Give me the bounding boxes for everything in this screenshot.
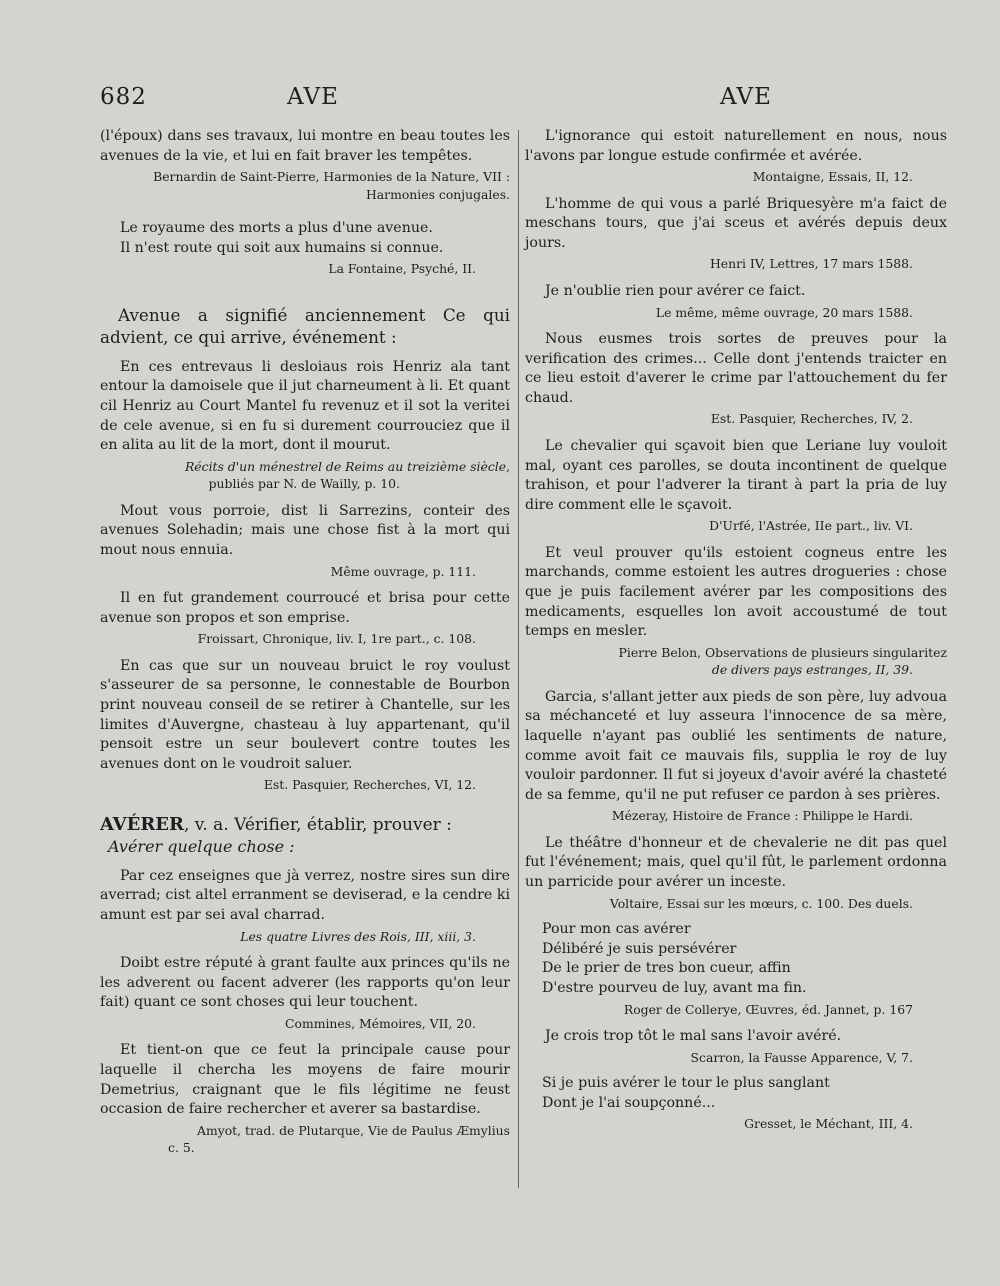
- attribution: Montaigne, Essais, II, 12.: [752, 169, 913, 185]
- attribution: Est. Pasquier, Recherches, VI, 12.: [263, 777, 476, 793]
- verse-line: Le royaume des morts a plus d'une avenue.: [120, 220, 433, 237]
- quotation: Mout vous porroie, dist li Sarrezins, conteir des avenues Solehadin; mais une chose fist à la mort qui mout nous ennuia.: [100, 502, 510, 559]
- attribution: Amyot, trad. de Plutarque, Vie de Paulus Æmylius: [197, 1122, 510, 1138]
- verse-line: Dont je l'ai soupçonné...: [542, 1094, 716, 1111]
- quotation: L'ignorance qui estoit naturellement en nous, nous l'avons par longue estude confirmée et avérée.: [525, 128, 947, 164]
- page-number: 682: [100, 84, 147, 110]
- quotation: Et veul prouver qu'ils estoient cogneus entre les marchands, comme estoient les autres drogueries : chose que je puis facilement avérer par les compositions des medicaments, esquelles lon avoit accoustumé de tout temps en mesler.: [525, 544, 947, 640]
- verse-quotation: [525, 1074, 947, 1113]
- attribution: publiés par N. de Wailly, p. 10.: [208, 476, 400, 492]
- attribution: Pierre Belon, Observations de plusieurs singularitez: [618, 644, 947, 660]
- left-running-head: AVE: [287, 84, 339, 110]
- quotation: Par cez enseignes que jà verrez, nostre sires sun dire averrad; cist altel erranment se deviserad, e la cendre ki amunt est par sei aval charrad.: [100, 867, 510, 924]
- right-running-head: AVE: [720, 84, 772, 110]
- quotation: Je crois trop tôt le mal sans l'avoir avéré.: [545, 1028, 842, 1044]
- entry-heading: [100, 814, 510, 836]
- attribution: Récits d'un ménestrel de Reims au treizième siècle,: [184, 458, 510, 474]
- verse-quotation: [100, 219, 510, 258]
- attribution: Gresset, le Méchant, III, 4.: [744, 1116, 913, 1132]
- quotation: En cas que sur un nouveau bruict le roy voulust s'asseurer de sa personne, le connestable de Bourbon print nouveau conseil de se retirer à Chantelle, sur les limites d'Auvergne, chasteau à luy appartenant, qu'il pensoit estre un seur boulevert contre toutes les avenues dont on le voudroit saluer.: [100, 657, 510, 772]
- verse-quotation: [525, 920, 947, 998]
- attribution: Voltaire, Essai sur les mœurs, c. 100. Des duels.: [609, 895, 913, 911]
- attribution: Froissart, Chronique, liv. I, 1re part., c. 108.: [197, 631, 476, 647]
- attribution: Bernardin de Saint-Pierre, Harmonies de la Nature, VII : Harmonies conjugales.: [153, 169, 510, 202]
- quotation: Le théâtre d'honneur et de chevalerie ne dit pas quel fut l'événement; mais, quel qu'il fût, le parlement ordonna un parricide pour avérer un inceste.: [525, 834, 947, 891]
- verse-line: Délibéré je suis persévérer: [542, 940, 737, 957]
- quotation: (l'époux) dans ses travaux, lui montre en beau toutes les avenues de la vie, et lui en fait braver les tempêtes.: [100, 128, 510, 164]
- quotation: Le chevalier qui sçavoit bien que Leriane luy vouloit mal, oyant ces parolles, se douta incontinent de quelque trahison, et pour l'adverer la tirant à part la pria de luy dire comment elle le sçavoit.: [525, 437, 947, 513]
- quotation: Je n'oublie rien pour avérer ce faict.: [545, 282, 806, 299]
- attribution: c. 5.: [168, 1140, 195, 1156]
- quotation: Nous eusmes trois sortes de preuves pour la verification des crimes... Celle dont j'entends traicter en ce lieu estoit d'averer le crime par l'attouchement du fer chaud.: [525, 331, 947, 406]
- quotation: Garcia, s'allant jetter aux pieds de son père, luy advoua sa méchanceté et luy asseura l'innocence de sa mère, laquelle n'ayant pas oublié les sentiments de nature, comme avoit fait ce mauvais fils, supplia le roy de luy vouloir pardonner. Il fut si joyeux d'avoir avéré la chasteté de sa femme, qu'il ne put refuser ce pardon à ses prières.: [525, 688, 947, 803]
- entry-phrase: Avérer quelque chose :: [108, 836, 295, 856]
- right-column: [525, 127, 947, 1133]
- verse-line: Il n'est route qui soit aux humains si connue.: [120, 239, 444, 256]
- verse-line: Pour mon cas avérer: [542, 921, 691, 938]
- attribution: de divers pays estranges, II, 39.: [711, 662, 913, 678]
- attribution: Henri IV, Lettres, 17 mars 1588.: [709, 256, 913, 272]
- headword: AVÉRER: [100, 813, 184, 835]
- quotation: L'homme de qui vous a parlé Briquesyère m'a faict de meschans tours, que j'ai sceus et avérés depuis deux jours.: [525, 195, 947, 251]
- attribution: D'Urfé, l'Astrée, IIe part., liv. VI.: [709, 518, 913, 534]
- attribution: La Fontaine, Psyché, II.: [328, 261, 476, 277]
- attribution: Scarron, la Fausse Apparence, V, 7.: [690, 1049, 913, 1065]
- attribution: Mézeray, Histoire de France : Philippe le Hardi.: [611, 808, 913, 824]
- quotation: Doibt estre réputé à grant faulte aux princes qu'ils ne les adverent ou facent adverer (les rapports qu'on leur fait) quant ce sont choses qui leur touchent.: [100, 955, 510, 1011]
- quotation: Et tient-on que ce feut la principale cause pour laquelle il chercha les moyens de faire mourir Demetrius, craignant que le fils légitime ne feust occasion de faire rechercher et averer sa bastardise.: [100, 1042, 510, 1118]
- left-column: [100, 127, 510, 1157]
- definition-paragraph: Avenue a signifié anciennement Ce qui advient, ce qui arrive, événement :: [100, 304, 510, 347]
- attribution: Est. Pasquier, Recherches, IV, 2.: [710, 411, 913, 427]
- verse-line: D'estre pourveu de luy, avant ma fin.: [542, 979, 807, 996]
- attribution: Roger de Collerye, Œuvres, éd. Jannet, p. 167: [623, 1001, 913, 1017]
- quotation: Il en fut grandement courroucé et brisa pour cette avenue son propos et son emprise.: [100, 590, 510, 626]
- quotation: En ces entrevaus li desloiaus rois Henriz ala tant entour la damoisele que il jut charneument à li. Et quant cil Henriz au Court Mantel fu revenuz et il sot la veritei de cele avenue, si en fu si durement courrouciez que il en alita au lit de la mort, dont il mourut.: [100, 358, 510, 454]
- attribution: Les quatre Livres des Rois, III, xiii, 3.: [240, 928, 476, 944]
- verse-line: De le prier de tres bon cueur, affin: [542, 960, 791, 977]
- verse-line: Si je puis avérer le tour le plus sanglant: [542, 1075, 830, 1092]
- attribution: Même ouvrage, p. 111.: [330, 563, 476, 579]
- attribution: Commines, Mémoires, VII, 20.: [285, 1015, 476, 1031]
- column-divider: [518, 130, 519, 1188]
- entry-definition: , v. a. Vérifier, établir, prouver :: [183, 814, 452, 835]
- attribution: Le même, même ouvrage, 20 mars 1588.: [655, 304, 913, 320]
